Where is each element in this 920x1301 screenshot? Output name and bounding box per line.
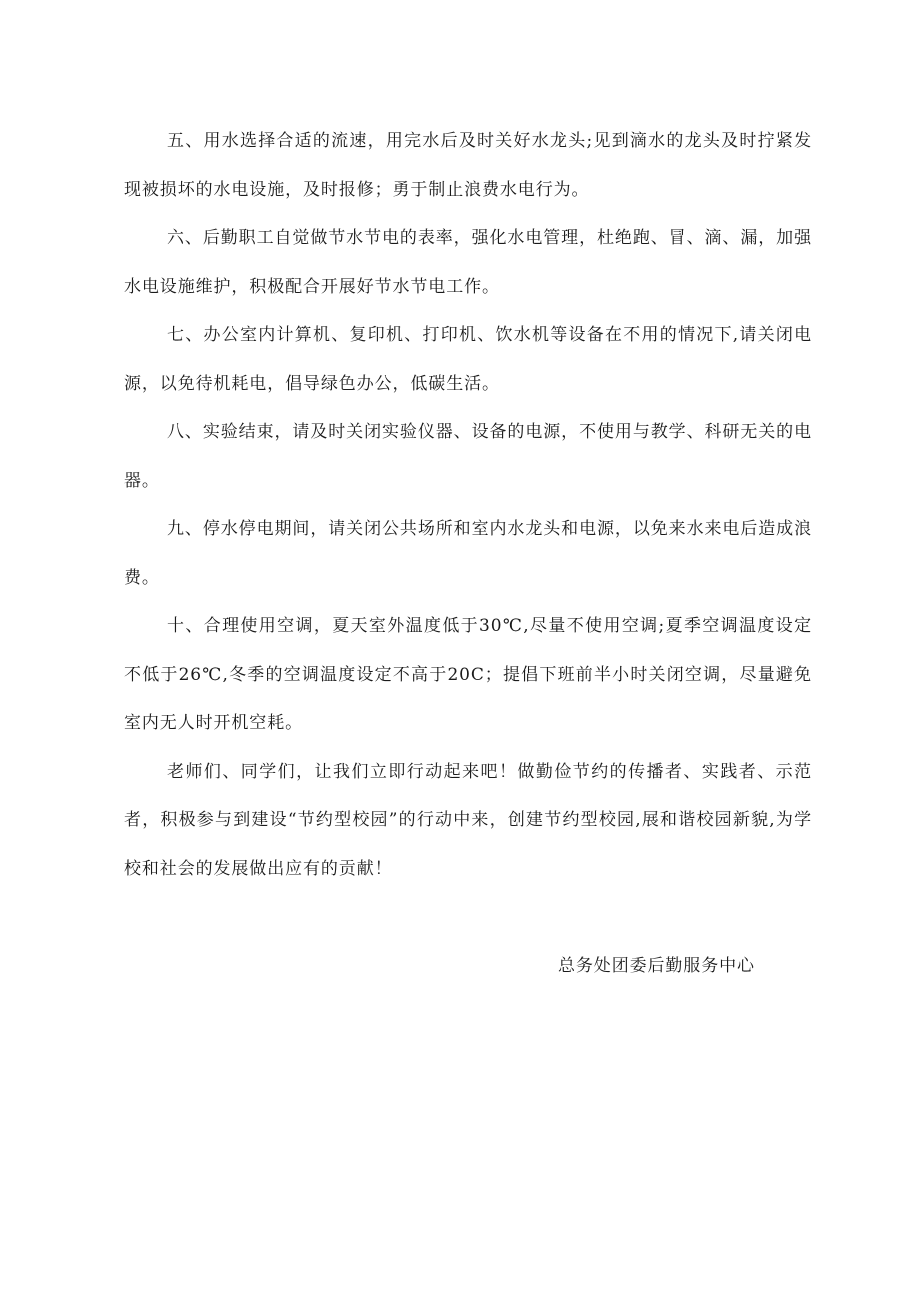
paragraph-item-5: 五、用水选择合适的流速，用完水后及时关好水龙头;见到滴水的龙头及时拧紧发现被损坏的水电设施，及时报修；勇于制止浪费水电行为。 [124,131,812,200]
closing-appeal-paragraph: 老师们、同学们，让我们立即行动起来吧！做勤俭节约的传播者、实践者、示范者，积极参与到建设“节约型校园”的行动中来，创建节约型校园,展和谐校园新貌,为学校和社会的发展做出应有的贡献！ [124,761,812,879]
paragraph-item-10: 十、合理使用空调，夏天室外温度低于30℃,尽量不使用空调;夏季空调温度设定不低于26℃,冬季的空调温度设定不高于20C；提倡下班前半小时关闭空调，尽量避免室内无人时开机空耗。 [124,616,812,733]
paragraph-item-6: 六、后勤职工自觉做节水节电的表率，强化水电管理，杜绝跑、冒、滴、漏，加强水电设施维护，积极配合开展好节水节电工作。 [124,228,812,297]
paragraph-item-8: 八、实验结束，请及时关闭实验仪器、设备的电源，不使用与教学、科研无关的电器。 [124,422,812,491]
paragraph-item-7: 七、办公室内计算机、复印机、打印机、饮水机等设备在不用的情况下,请关闭电源，以免待机耗电，倡导绿色办公，低碳生活。 [124,325,812,394]
document-body [124,117,812,893]
signature-line: 总务处团委后勤服务中心 [558,956,755,976]
paragraph-item-9: 九、停水停电期间，请关闭公共场所和室内水龙头和电源，以免来水来电后造成浪费。 [124,519,812,588]
